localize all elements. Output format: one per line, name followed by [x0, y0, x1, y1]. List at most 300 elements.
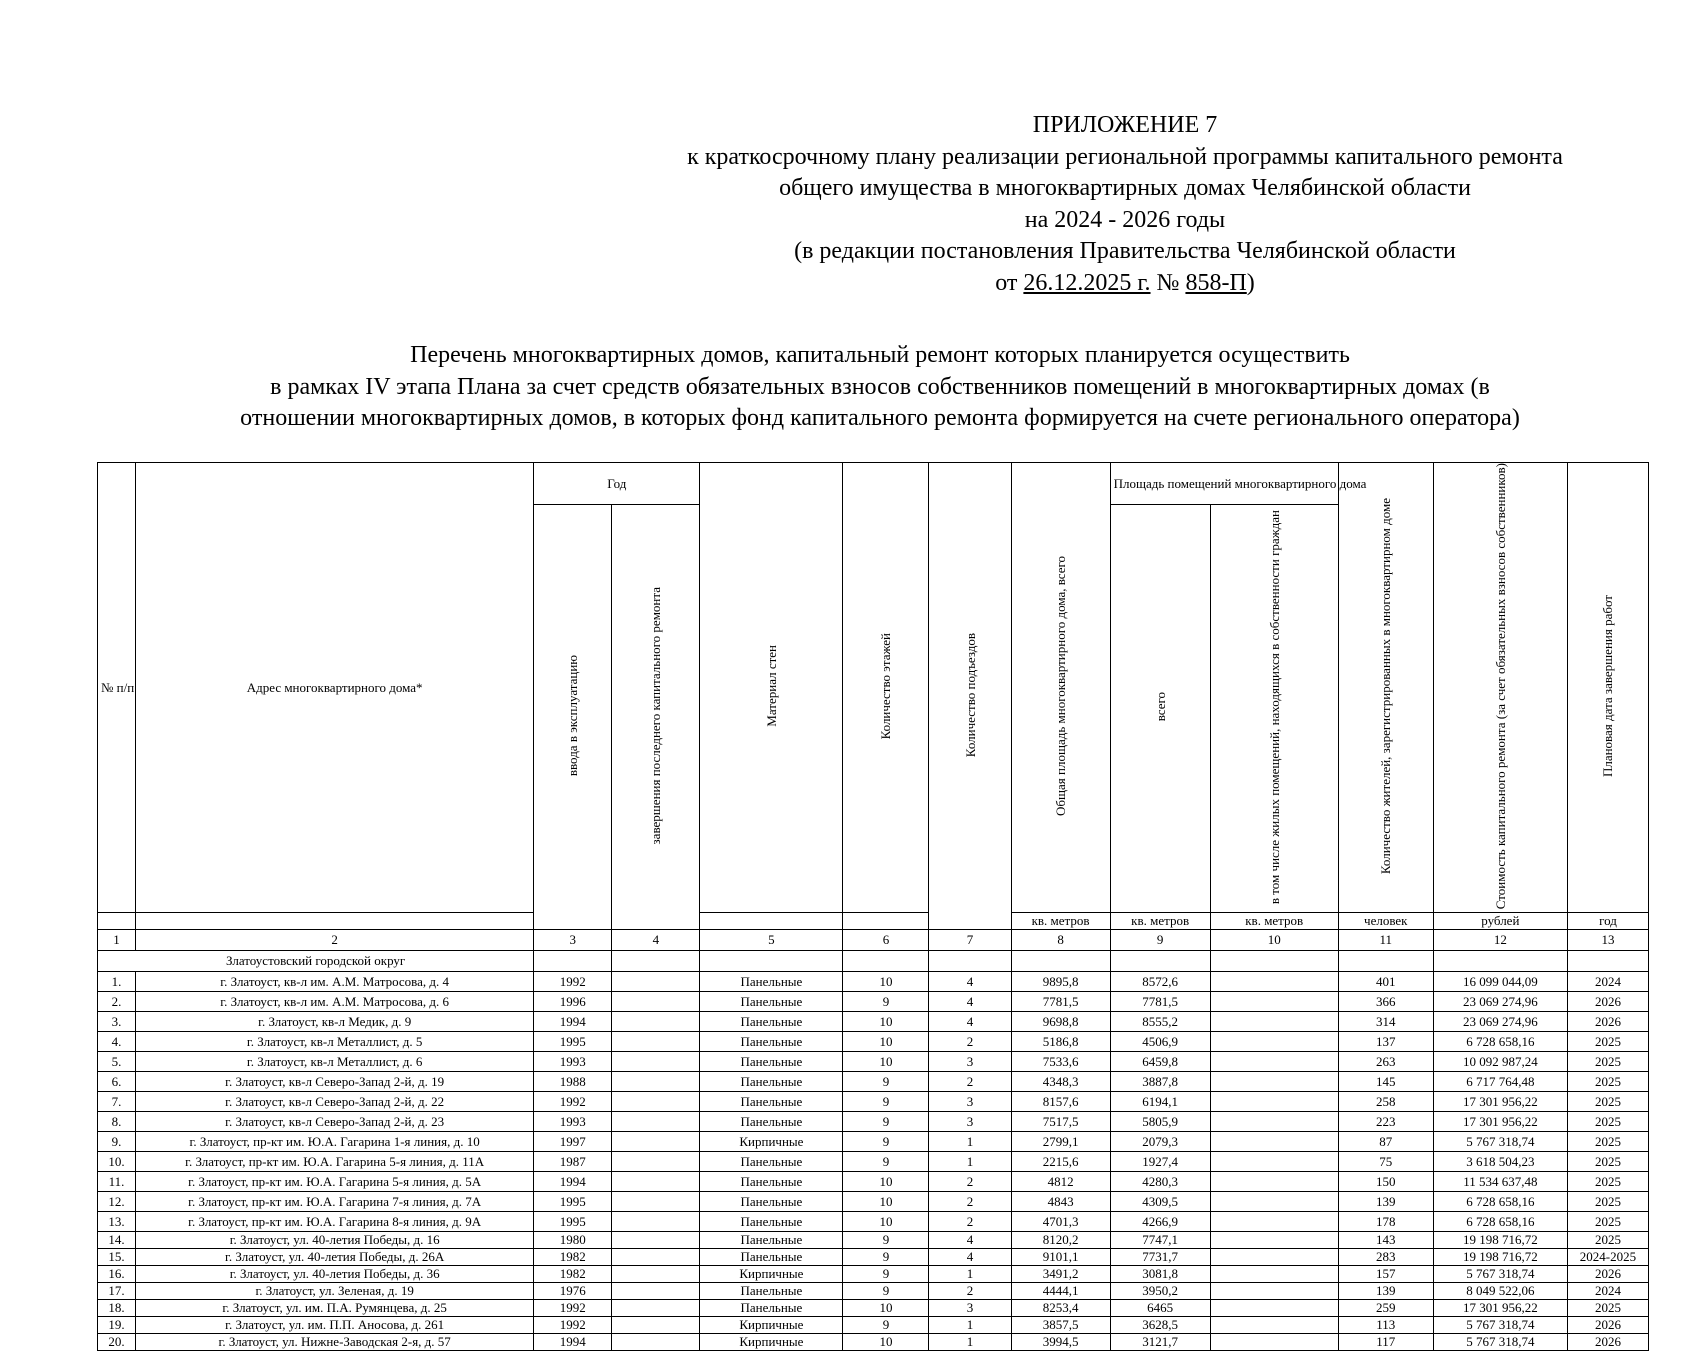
table-cell-last-repair — [612, 1232, 700, 1249]
table-cell-last-repair — [612, 1152, 700, 1172]
table-cell-residents: 143 — [1338, 1232, 1433, 1249]
group-empty — [1338, 951, 1433, 972]
table-cell-planned-date: 2025 — [1567, 1152, 1648, 1172]
table-cell-last-repair — [612, 1334, 700, 1351]
table-cell-year: 1995 — [534, 1212, 612, 1232]
table-cell-total-area: 9101,1 — [1011, 1249, 1110, 1266]
table-cell-residents: 401 — [1338, 972, 1433, 992]
table-cell-residents: 283 — [1338, 1249, 1433, 1266]
buildings-table — [97, 462, 1649, 1351]
resolution-date: 26.12.2025 г. — [1023, 269, 1151, 296]
header-premises-group: Площадь помещений многоквартирного дома — [1110, 463, 1338, 505]
group-empty — [929, 951, 1011, 972]
header-premises-residential: в том числе жилых помещений, находящихся в собственности граждан — [1210, 505, 1338, 913]
table-cell-year: 1995 — [534, 1032, 612, 1052]
table-cell-material: Панельные — [700, 1283, 843, 1300]
group-empty — [1433, 951, 1567, 972]
column-number: 11 — [1338, 930, 1433, 951]
table-row — [98, 1212, 1649, 1232]
table-cell-cost: 23 069 274,96 — [1433, 992, 1567, 1012]
table-cell-address: г. Златоуст, ул. 40-летия Победы, д. 16 — [136, 1232, 534, 1249]
table-cell-premises-total: 3950,2 — [1110, 1283, 1210, 1300]
appendix-line-5: (в редакции постановления Правительства Челябинской области — [794, 238, 1456, 264]
table-cell-num: 17. — [98, 1283, 136, 1300]
table-cell-premises-residential — [1210, 1317, 1338, 1334]
table-cell-floors: 9 — [843, 992, 929, 1012]
resolution-number-sign: № — [1150, 269, 1186, 296]
table-cell-planned-date: 2025 — [1567, 1072, 1648, 1092]
table-cell-material: Панельные — [700, 1072, 843, 1092]
table-cell-planned-date: 2025 — [1567, 1232, 1648, 1249]
table-cell-total-area: 8120,2 — [1011, 1232, 1110, 1249]
table-cell-year: 1993 — [534, 1112, 612, 1132]
table-cell-premises-total: 3081,8 — [1110, 1266, 1210, 1283]
table-cell-num: 6. — [98, 1072, 136, 1092]
header-year-group: Год — [534, 463, 700, 505]
appendix-line-2: к краткосрочному плану реализации региональной программы капитального ремонта — [687, 143, 1563, 170]
table-cell-premises-residential — [1210, 1192, 1338, 1212]
table-cell-floors: 9 — [843, 1092, 929, 1112]
table-cell-floors: 10 — [843, 1300, 929, 1317]
table-cell-last-repair — [612, 1172, 700, 1192]
table-cell-premises-total: 7747,1 — [1110, 1232, 1210, 1249]
group-empty — [612, 951, 700, 972]
table-cell-total-area: 8253,4 — [1011, 1300, 1110, 1317]
table-cell-premises-residential — [1210, 1249, 1338, 1266]
table-cell-last-repair — [612, 1092, 700, 1112]
table-cell-premises-residential — [1210, 1172, 1338, 1192]
table-cell-address: г. Златоуст, кв-л им. А.М. Матросова, д. 4 — [136, 972, 534, 992]
table-cell-cost: 19 198 716,72 — [1433, 1249, 1567, 1266]
table-row — [98, 1283, 1649, 1300]
table-cell-cost: 6 728 658,16 — [1433, 1192, 1567, 1212]
table-cell-year: 1980 — [534, 1232, 612, 1249]
table-cell-premises-total: 4280,3 — [1110, 1172, 1210, 1192]
table-cell-floors: 9 — [843, 1072, 929, 1092]
table-cell-premises-residential — [1210, 1300, 1338, 1317]
table-cell-floors: 9 — [843, 1112, 929, 1132]
table-cell-total-area: 9895,8 — [1011, 972, 1110, 992]
table-cell-planned-date: 2024 — [1567, 972, 1648, 992]
table-cell-residents: 259 — [1338, 1300, 1433, 1317]
table-cell-cost: 6 728 658,16 — [1433, 1212, 1567, 1232]
table-cell-planned-date: 2026 — [1567, 1334, 1648, 1351]
table-cell-floors: 9 — [843, 1317, 929, 1334]
table-cell-floors: 10 — [843, 1172, 929, 1192]
table-cell-planned-date: 2025 — [1567, 1092, 1648, 1112]
table-cell-total-area: 9698,8 — [1011, 1012, 1110, 1032]
table-cell-planned-date: 2025 — [1567, 1172, 1648, 1192]
table-cell-premises-residential — [1210, 1283, 1338, 1300]
table-cell-residents: 75 — [1338, 1152, 1433, 1172]
table-row — [98, 1317, 1649, 1334]
group-empty — [843, 951, 929, 972]
list-title-line-3: отношении многоквартирных домов, в которых фонд капитального ремонта формируется на счете регионального оператора) — [240, 405, 1520, 431]
header-residents: Количество жителей, зарегистрированных в многоквартирном доме — [1338, 463, 1433, 913]
table-cell-premises-total: 7731,7 — [1110, 1249, 1210, 1266]
table-cell-last-repair — [612, 1072, 700, 1092]
table-cell-total-area: 5186,8 — [1011, 1032, 1110, 1052]
group-empty — [1210, 951, 1338, 972]
table-cell-floors: 10 — [843, 1012, 929, 1032]
table-cell-num: 15. — [98, 1249, 136, 1266]
table-cell-year: 1992 — [534, 1300, 612, 1317]
table-cell-cost: 17 301 956,22 — [1433, 1112, 1567, 1132]
group-empty — [534, 951, 612, 972]
unit-planned-date: год — [1567, 913, 1648, 930]
table-cell-address: г. Златоуст, кв-л Северо-Запад 2-й, д. 23 — [136, 1112, 534, 1132]
header-cost: Стоимость капитального ремонта (за счет обязательных взносов собственников) — [1433, 463, 1567, 913]
table-cell-num: 20. — [98, 1334, 136, 1351]
table-cell-year: 1997 — [534, 1132, 612, 1152]
table-cell-entrances: 4 — [929, 992, 1011, 1012]
appendix-line-3: общего имущества в многоквартирных домах Челябинской области — [779, 175, 1471, 201]
table-cell-last-repair — [612, 1283, 700, 1300]
table-row — [98, 1192, 1649, 1212]
table-cell-premises-residential — [1210, 1112, 1338, 1132]
table-cell-material: Кирпичные — [700, 1266, 843, 1283]
table-cell-last-repair — [612, 1032, 700, 1052]
list-title — [110, 340, 1650, 435]
table-cell-premises-total: 4506,9 — [1110, 1032, 1210, 1052]
unit-empty-2 — [136, 913, 534, 930]
table-cell-planned-date: 2025 — [1567, 1052, 1648, 1072]
table-cell-year: 1994 — [534, 1334, 612, 1351]
table-row — [98, 992, 1649, 1012]
table-cell-floors: 9 — [843, 1152, 929, 1172]
table-cell-address: г. Златоуст, ул. им. П.П. Аносова, д. 261 — [136, 1317, 534, 1334]
table-cell-residents: 139 — [1338, 1283, 1433, 1300]
table-cell-last-repair — [612, 1052, 700, 1072]
table-cell-residents: 139 — [1338, 1192, 1433, 1212]
table-cell-address: г. Златоуст, пр-кт им. Ю.А. Гагарина 5-я линия, д. 11А — [136, 1152, 534, 1172]
table-row — [98, 1232, 1649, 1249]
table-cell-entrances: 2 — [929, 1192, 1011, 1212]
table-cell-premises-total: 3121,7 — [1110, 1334, 1210, 1351]
header-num: № п/п — [98, 463, 136, 913]
table-cell-address: г. Златоуст, пр-кт им. Ю.А. Гагарина 8-я линия, д. 9А — [136, 1212, 534, 1232]
table-cell-total-area: 2215,6 — [1011, 1152, 1110, 1172]
table-cell-premises-total: 8555,2 — [1110, 1012, 1210, 1032]
unit-cost: рублей — [1433, 913, 1567, 930]
table-cell-last-repair — [612, 1192, 700, 1212]
table-cell-material: Панельные — [700, 1112, 843, 1132]
table-cell-premises-total: 4309,5 — [1110, 1192, 1210, 1212]
table-cell-num: 14. — [98, 1232, 136, 1249]
table-cell-floors: 10 — [843, 1212, 929, 1232]
table-cell-address: г. Златоуст, ул. Зеленая, д. 19 — [136, 1283, 534, 1300]
table-cell-entrances: 4 — [929, 1232, 1011, 1249]
table-cell-address: г. Златоуст, ул. 40-летия Победы, д. 36 — [136, 1266, 534, 1283]
table-cell-premises-total: 3887,8 — [1110, 1072, 1210, 1092]
table-cell-planned-date: 2024-2025 — [1567, 1249, 1648, 1266]
table-cell-premises-residential — [1210, 1032, 1338, 1052]
table-cell-total-area: 2799,1 — [1011, 1132, 1110, 1152]
table-cell-year: 1992 — [534, 1317, 612, 1334]
resolution-prefix: от — [995, 269, 1024, 296]
table-cell-year: 1992 — [534, 1092, 612, 1112]
table-cell-premises-residential — [1210, 1132, 1338, 1152]
table-cell-cost: 5 767 318,74 — [1433, 1317, 1567, 1334]
table-cell-cost: 5 767 318,74 — [1433, 1132, 1567, 1152]
table-cell-cost: 5 767 318,74 — [1433, 1334, 1567, 1351]
table-cell-last-repair — [612, 1112, 700, 1132]
table-cell-planned-date: 2025 — [1567, 1112, 1648, 1132]
table-cell-year: 1982 — [534, 1249, 612, 1266]
unit-premises-total: кв. метров — [1110, 913, 1210, 930]
group-empty — [1011, 951, 1110, 972]
table-cell-planned-date: 2025 — [1567, 1032, 1648, 1052]
table-cell-year: 1992 — [534, 972, 612, 992]
table-cell-entrances: 1 — [929, 1132, 1011, 1152]
table-cell-year: 1994 — [534, 1012, 612, 1032]
table-cell-cost: 23 069 274,96 — [1433, 1012, 1567, 1032]
table-cell-planned-date: 2025 — [1567, 1212, 1648, 1232]
table-cell-num: 9. — [98, 1132, 136, 1152]
table-cell-total-area: 4348,3 — [1011, 1072, 1110, 1092]
header-year-last-repair: завершения последнего капитального ремонта — [612, 505, 700, 930]
table-cell-floors: 10 — [843, 1192, 929, 1212]
table-cell-address: г. Златоуст, ул. им. П.А. Румянцева, д. 25 — [136, 1300, 534, 1317]
header-premises-total: всего — [1110, 505, 1210, 913]
table-cell-cost: 3 618 504,23 — [1433, 1152, 1567, 1172]
table-cell-material: Панельные — [700, 1300, 843, 1317]
table-cell-cost: 6 717 764,48 — [1433, 1072, 1567, 1092]
table-cell-last-repair — [612, 972, 700, 992]
table-cell-year: 1995 — [534, 1192, 612, 1212]
column-number: 7 — [929, 930, 1011, 951]
header-total-area: Общая площадь многоквартирного дома, всего — [1011, 463, 1110, 913]
table-cell-num: 2. — [98, 992, 136, 1012]
table-cell-num: 11. — [98, 1172, 136, 1192]
table-cell-year: 1994 — [534, 1172, 612, 1192]
table-cell-entrances: 1 — [929, 1334, 1011, 1351]
table-cell-floors: 9 — [843, 1232, 929, 1249]
table-cell-entrances: 3 — [929, 1300, 1011, 1317]
column-number: 1 — [98, 930, 136, 951]
group-empty — [1567, 951, 1648, 972]
table-cell-cost: 10 092 987,24 — [1433, 1052, 1567, 1072]
table-cell-floors: 10 — [843, 1334, 929, 1351]
table-row — [98, 1092, 1649, 1112]
table-cell-entrances: 2 — [929, 1032, 1011, 1052]
table-cell-year: 1976 — [534, 1283, 612, 1300]
table-cell-planned-date: 2025 — [1567, 1192, 1648, 1212]
table-cell-total-area: 3994,5 — [1011, 1334, 1110, 1351]
table-cell-entrances: 2 — [929, 1283, 1011, 1300]
unit-empty-5 — [700, 913, 843, 930]
table-cell-total-area: 3491,2 — [1011, 1266, 1110, 1283]
table-cell-num: 13. — [98, 1212, 136, 1232]
table-cell-cost: 19 198 716,72 — [1433, 1232, 1567, 1249]
table-cell-residents: 157 — [1338, 1266, 1433, 1283]
table-cell-material: Панельные — [700, 1092, 843, 1112]
header-planned-date: Плановая дата завершения работ — [1567, 463, 1648, 913]
table-cell-premises-residential — [1210, 1266, 1338, 1283]
table-cell-num: 3. — [98, 1012, 136, 1032]
table-cell-floors: 10 — [843, 972, 929, 992]
table-cell-year: 1988 — [534, 1072, 612, 1092]
table-cell-floors: 9 — [843, 1132, 929, 1152]
unit-total-area: кв. метров — [1011, 913, 1110, 930]
table-cell-address: г. Златоуст, ул. 40-летия Победы, д. 26А — [136, 1249, 534, 1266]
table-cell-cost: 11 534 637,48 — [1433, 1172, 1567, 1192]
unit-residents: человек — [1338, 913, 1433, 930]
table-cell-planned-date: 2026 — [1567, 1012, 1648, 1032]
table-cell-premises-total: 6459,8 — [1110, 1052, 1210, 1072]
table-cell-residents: 145 — [1338, 1072, 1433, 1092]
table-cell-cost: 16 099 044,09 — [1433, 972, 1567, 992]
table-cell-num: 1. — [98, 972, 136, 992]
table-cell-last-repair — [612, 1266, 700, 1283]
column-number: 9 — [1110, 930, 1210, 951]
table-cell-floors: 10 — [843, 1032, 929, 1052]
table-cell-material: Панельные — [700, 1232, 843, 1249]
table-cell-planned-date: 2026 — [1567, 992, 1648, 1012]
group-empty — [700, 951, 843, 972]
column-number: 8 — [1011, 930, 1110, 951]
group-title: Златоустовский городской округ — [98, 951, 534, 972]
table-row — [98, 1072, 1649, 1092]
table-cell-last-repair — [612, 1300, 700, 1317]
table-cell-address: г. Златоуст, кв-л Медик, д. 9 — [136, 1012, 534, 1032]
table-row — [98, 1052, 1649, 1072]
column-number: 3 — [534, 930, 612, 951]
table-cell-floors: 9 — [843, 1283, 929, 1300]
table-cell-premises-residential — [1210, 1152, 1338, 1172]
table-cell-material: Панельные — [700, 1249, 843, 1266]
header-floors: Количество этажей — [843, 463, 929, 913]
table-cell-residents: 178 — [1338, 1212, 1433, 1232]
table-cell-premises-total: 1927,4 — [1110, 1152, 1210, 1172]
column-numbers-row — [98, 930, 1649, 951]
table-cell-premises-total: 5805,9 — [1110, 1112, 1210, 1132]
table-cell-total-area: 7533,6 — [1011, 1052, 1110, 1072]
table-row — [98, 1300, 1649, 1317]
table-cell-last-repair — [612, 992, 700, 1012]
table-cell-premises-residential — [1210, 1212, 1338, 1232]
table-cell-total-area: 3857,5 — [1011, 1317, 1110, 1334]
table-cell-planned-date: 2024 — [1567, 1283, 1648, 1300]
table-cell-address: г. Златоуст, пр-кт им. Ю.А. Гагарина 1-я линия, д. 10 — [136, 1132, 534, 1152]
table-cell-last-repair — [612, 1249, 700, 1266]
table-row — [98, 1266, 1649, 1283]
column-number: 2 — [136, 930, 534, 951]
table-cell-residents: 113 — [1338, 1317, 1433, 1334]
column-number: 4 — [612, 930, 700, 951]
header-year-commission: ввода в эксплуатацию — [534, 505, 612, 930]
table-cell-entrances: 1 — [929, 1317, 1011, 1334]
table-cell-num: 8. — [98, 1112, 136, 1132]
table-cell-entrances: 1 — [929, 1266, 1011, 1283]
table-cell-premises-residential — [1210, 972, 1338, 992]
table-cell-premises-total: 7781,5 — [1110, 992, 1210, 1012]
table-cell-address: г. Златоуст, пр-кт им. Ю.А. Гагарина 7-я линия, д. 7А — [136, 1192, 534, 1212]
table-cell-residents: 258 — [1338, 1092, 1433, 1112]
table-cell-entrances: 2 — [929, 1212, 1011, 1232]
table-cell-total-area: 8157,6 — [1011, 1092, 1110, 1112]
table-cell-premises-residential — [1210, 1232, 1338, 1249]
table-cell-premises-residential — [1210, 992, 1338, 1012]
table-cell-material: Панельные — [700, 972, 843, 992]
table-cell-material: Кирпичные — [700, 1317, 843, 1334]
table-cell-entrances: 4 — [929, 1012, 1011, 1032]
table-cell-year: 1982 — [534, 1266, 612, 1283]
table-cell-entrances: 1 — [929, 1152, 1011, 1172]
table-cell-address: г. Златоуст, кв-л Металлист, д. 5 — [136, 1032, 534, 1052]
table-cell-planned-date: 2025 — [1567, 1132, 1648, 1152]
header-address: Адрес многоквартирного дома* — [136, 463, 534, 913]
table-cell-entrances: 3 — [929, 1112, 1011, 1132]
table-cell-entrances: 4 — [929, 1249, 1011, 1266]
column-number: 6 — [843, 930, 929, 951]
table-cell-residents: 223 — [1338, 1112, 1433, 1132]
table-cell-premises-total: 6465 — [1110, 1300, 1210, 1317]
unit-premises-residential: кв. метров — [1210, 913, 1338, 930]
group-row — [98, 951, 1649, 972]
table-cell-premises-total: 4266,9 — [1110, 1212, 1210, 1232]
table-cell-material: Панельные — [700, 1152, 843, 1172]
table-cell-material: Панельные — [700, 1012, 843, 1032]
table-row — [98, 1012, 1649, 1032]
table-cell-premises-residential — [1210, 1052, 1338, 1072]
table-row — [98, 1249, 1649, 1266]
table-cell-residents: 366 — [1338, 992, 1433, 1012]
unit-empty-6 — [843, 913, 929, 930]
column-number: 10 — [1210, 930, 1338, 951]
table-cell-year: 1996 — [534, 992, 612, 1012]
appendix-line-6 — [600, 268, 1650, 300]
list-title-line-2: в рамках IV этапа Плана за счет средств обязательных взносов собственников помещений в многоквартирных домах (в — [270, 373, 1490, 400]
table-cell-address: г. Златоуст, кв-л им. А.М. Матросова, д. 6 — [136, 992, 534, 1012]
table-cell-address: г. Златоуст, кв-л Северо-Запад 2-й, д. 19 — [136, 1072, 534, 1092]
table-cell-material: Панельные — [700, 1052, 843, 1072]
table-cell-premises-total: 2079,3 — [1110, 1132, 1210, 1152]
table-cell-entrances: 2 — [929, 1072, 1011, 1092]
table-cell-residents: 314 — [1338, 1012, 1433, 1032]
header-entrances: Количество подъездов — [929, 463, 1011, 930]
column-number: 5 — [700, 930, 843, 951]
table-cell-material: Панельные — [700, 1172, 843, 1192]
table-cell-residents: 150 — [1338, 1172, 1433, 1192]
table-cell-planned-date: 2026 — [1567, 1266, 1648, 1283]
table-cell-year: 1987 — [534, 1152, 612, 1172]
table-cell-residents: 137 — [1338, 1032, 1433, 1052]
table-body — [98, 930, 1649, 1351]
table-cell-num: 10. — [98, 1152, 136, 1172]
table-cell-cost: 6 728 658,16 — [1433, 1032, 1567, 1052]
table-row — [98, 972, 1649, 992]
table-cell-address: г. Златоуст, пр-кт им. Ю.А. Гагарина 5-я линия, д. 5А — [136, 1172, 534, 1192]
table-cell-floors: 9 — [843, 1249, 929, 1266]
table-cell-entrances: 2 — [929, 1172, 1011, 1192]
table-cell-total-area: 7517,5 — [1011, 1112, 1110, 1132]
table-cell-last-repair — [612, 1132, 700, 1152]
list-title-line-1: Перечень многоквартирных домов, капитальный ремонт которых планируется осуществить — [410, 342, 1350, 368]
table-cell-num: 5. — [98, 1052, 136, 1072]
table-cell-cost: 8 049 522,06 — [1433, 1283, 1567, 1300]
table-cell-material: Панельные — [700, 1212, 843, 1232]
table-cell-num: 16. — [98, 1266, 136, 1283]
table-cell-total-area: 4843 — [1011, 1192, 1110, 1212]
table-cell-entrances: 3 — [929, 1092, 1011, 1112]
table-cell-total-area: 4812 — [1011, 1172, 1110, 1192]
table-row — [98, 1152, 1649, 1172]
table-cell-floors: 9 — [843, 1266, 929, 1283]
table-cell-premises-residential — [1210, 1334, 1338, 1351]
table-cell-cost: 17 301 956,22 — [1433, 1300, 1567, 1317]
unit-empty-1 — [98, 913, 136, 930]
